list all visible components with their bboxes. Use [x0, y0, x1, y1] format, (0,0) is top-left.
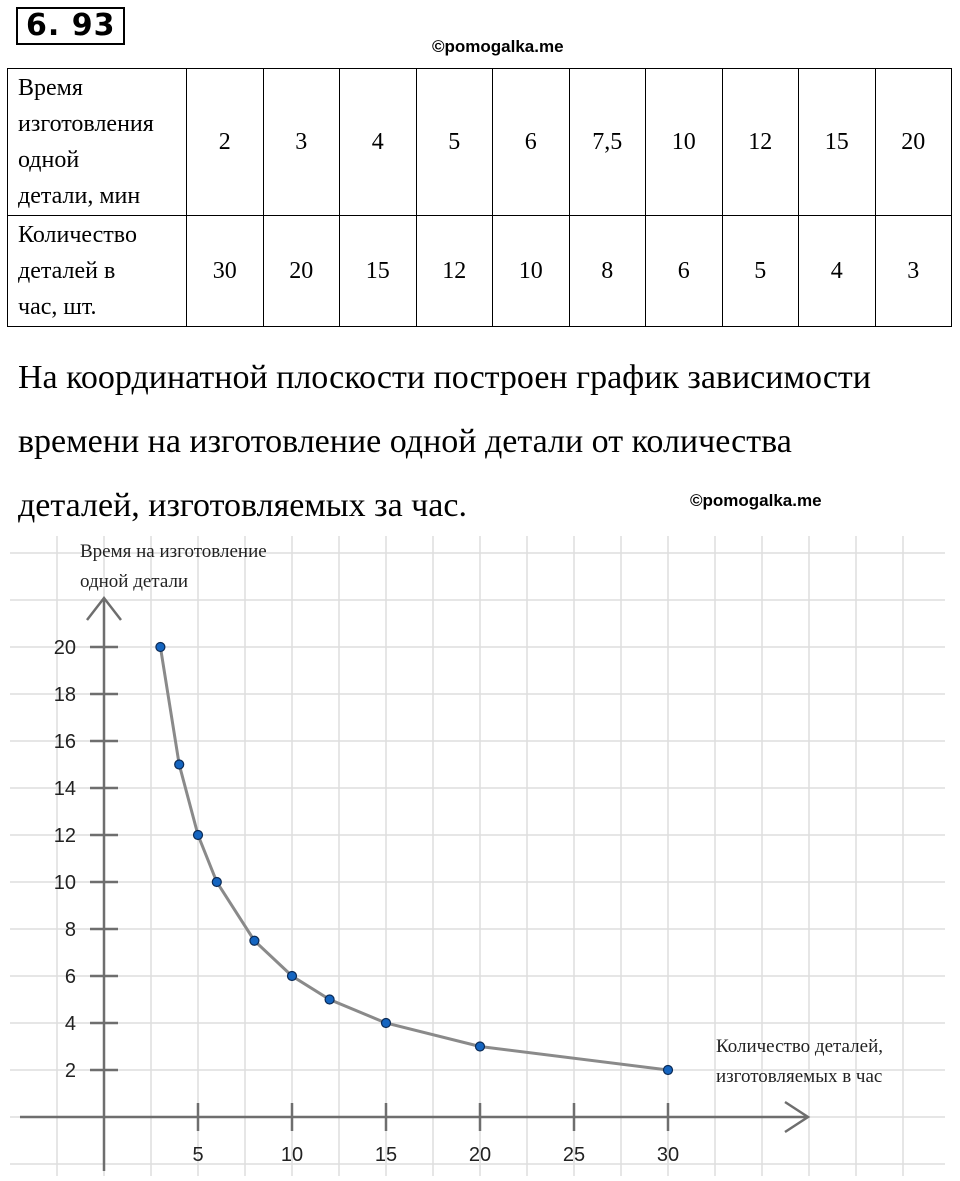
data-point	[194, 831, 203, 840]
y-tick-label: 8	[64, 919, 76, 941]
y-axis-label: Время на изготовление	[80, 541, 267, 562]
table-row-time	[8, 69, 952, 216]
x-axis-label: изготовляемых в час	[716, 1066, 883, 1087]
y-tick-label: 20	[53, 637, 76, 659]
y-axis-label: одной детали	[80, 571, 189, 592]
y-tick-label: 2	[64, 1060, 76, 1082]
watermark-top: ©pomogalka.me	[432, 37, 564, 56]
x-tick-label: 10	[280, 1144, 304, 1166]
table-row-count	[8, 216, 952, 327]
table-cell: 6	[493, 69, 570, 216]
data-point	[325, 995, 334, 1004]
y-tick-label: 14	[53, 778, 76, 800]
y-tick-label: 16	[53, 731, 76, 753]
table-cell: 8	[569, 216, 646, 327]
x-tick-label: 20	[468, 1144, 492, 1166]
table-cell: 12	[722, 69, 799, 216]
table-cell: 30	[187, 216, 264, 327]
chart-series	[156, 643, 673, 1075]
problem-number-badge: 6. 93	[16, 7, 125, 45]
data-point	[250, 936, 259, 945]
table-cell: 12	[416, 216, 493, 327]
row-header-count: Количество деталей в час, шт.	[8, 216, 187, 327]
table-cell: 3	[875, 216, 952, 327]
data-point	[212, 878, 221, 887]
y-tick-label: 4	[64, 1013, 76, 1035]
data-point	[156, 643, 165, 652]
table-cell: 2	[187, 69, 264, 216]
x-tick-label: 30	[656, 1144, 680, 1166]
x-tick-label: 25	[562, 1144, 586, 1166]
data-point	[288, 972, 297, 981]
table-cell: 7,5	[569, 69, 646, 216]
data-point	[175, 760, 184, 769]
y-tick-label: 18	[53, 684, 76, 706]
chart-axes	[20, 598, 808, 1171]
time-vs-count-chart	[0, 530, 960, 1181]
row-header-time: Время изготовления одной детали, мин	[8, 69, 187, 216]
table-cell: 4	[799, 216, 876, 327]
series-line	[160, 647, 668, 1070]
watermark-middle: ©pomogalka.me	[690, 491, 822, 510]
y-tick-label: 10	[53, 872, 76, 894]
table-cell: 5	[722, 216, 799, 327]
x-tick-label: 15	[374, 1144, 398, 1166]
table-cell: 20	[263, 216, 340, 327]
table-cell: 5	[416, 69, 493, 216]
x-axis-label: Количество деталей,	[716, 1036, 883, 1057]
data-point	[382, 1019, 391, 1028]
y-tick-label: 12	[53, 825, 76, 847]
data-table	[7, 68, 952, 327]
x-tick-label: 5	[192, 1144, 204, 1166]
chart-ticks	[54, 637, 679, 1166]
y-tick-label: 6	[64, 966, 76, 988]
table-cell: 6	[646, 216, 723, 327]
table-cell: 15	[799, 69, 876, 216]
data-point	[664, 1066, 673, 1075]
table-cell: 10	[646, 69, 723, 216]
table-cell: 4	[340, 69, 417, 216]
table-cell: 15	[340, 216, 417, 327]
description-text: На координатной плоскости построен график зависимости времени на изготовление одной детали от количества деталей, изготовляемых за час.	[18, 359, 871, 524]
table-cell: 10	[493, 216, 570, 327]
data-point	[476, 1042, 485, 1051]
table-cell: 3	[263, 69, 340, 216]
table-cell: 20	[875, 69, 952, 216]
